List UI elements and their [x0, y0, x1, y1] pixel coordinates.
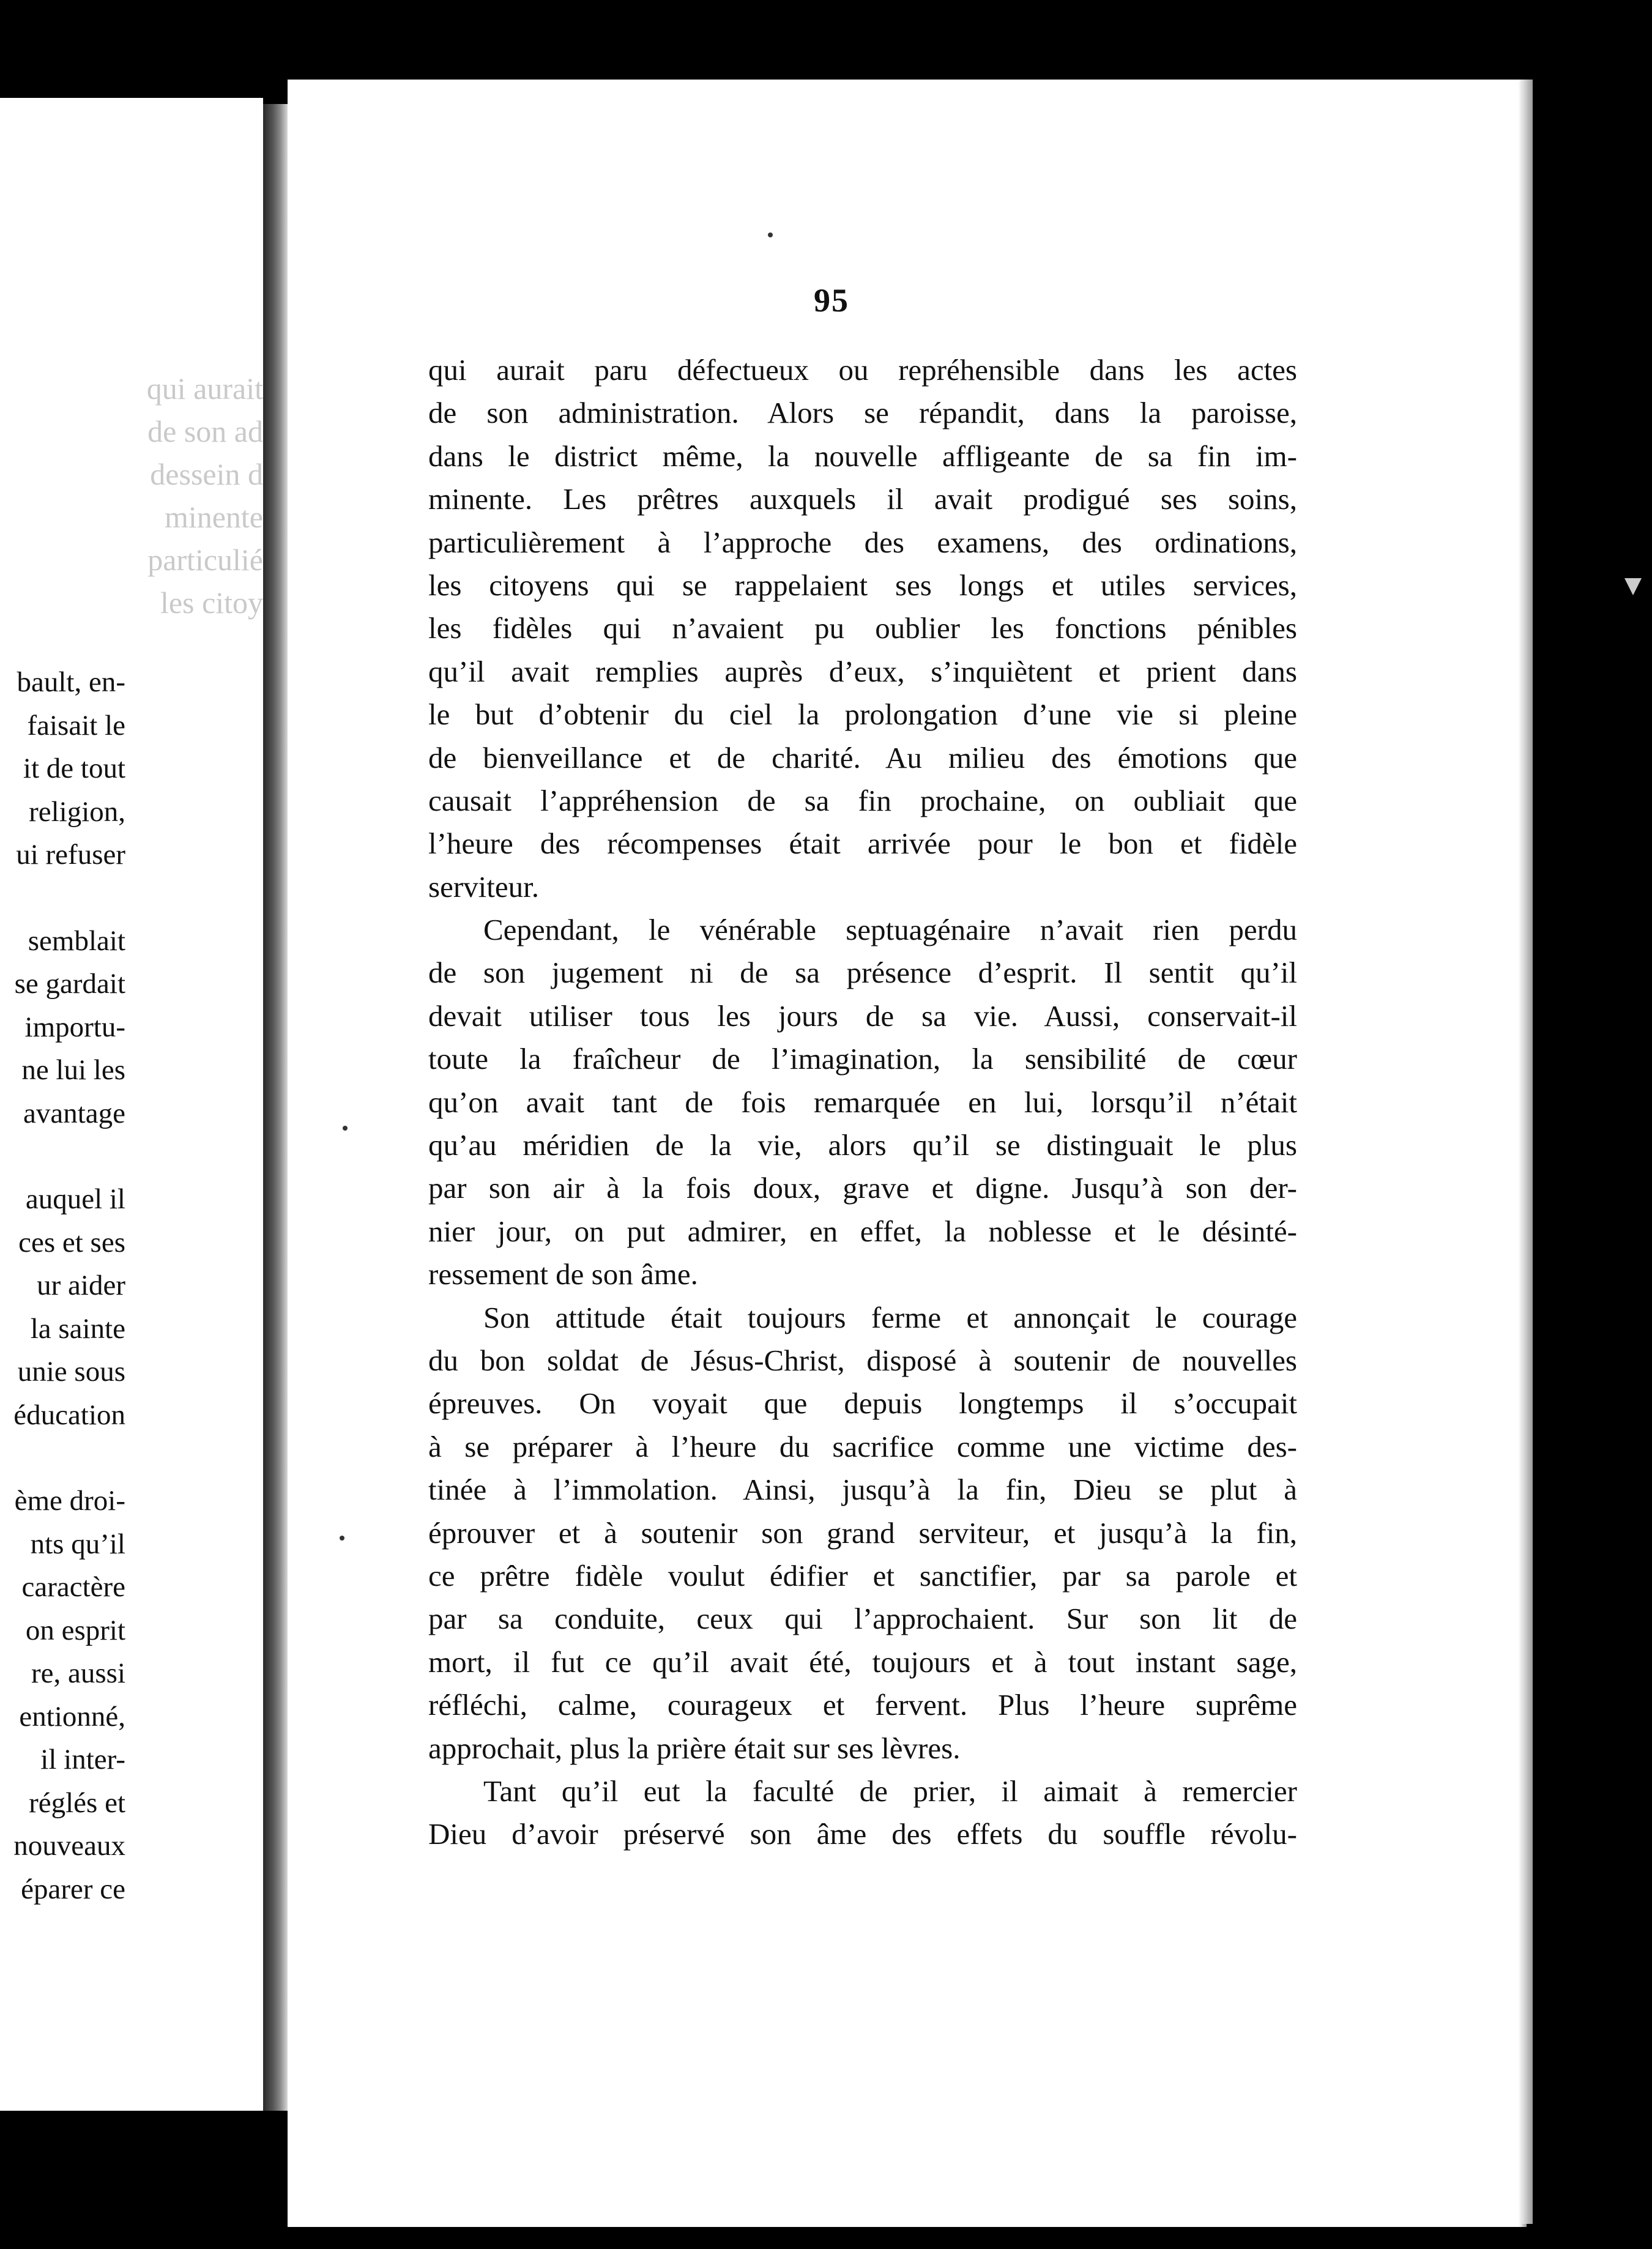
- left-page-text: [0, 661, 125, 1911]
- text-line: ce prêtre fidèle voulut édifier et sanctifier, par sa parole et: [428, 1558, 1297, 1593]
- text-line: qu’au méridien de la vie, alors qu’il se distinguait le plus: [428, 1128, 1297, 1162]
- left-text-line: ces et ses: [18, 1226, 125, 1258]
- left-text-line: it de tout: [23, 753, 125, 784]
- paragraph-gap: [0, 877, 125, 920]
- left-text-line: éparer ce: [21, 1873, 125, 1905]
- speck: [768, 232, 773, 237]
- bleed-line: dessein d: [150, 457, 263, 491]
- left-text-line: la sainte: [30, 1312, 125, 1345]
- text-line: éprouver et à soutenir son grand serviteur, et jusqu’à la fin,: [428, 1515, 1297, 1550]
- left-text-line: réglés et: [29, 1786, 125, 1819]
- text-line: épreuves. On voyait que depuis longtemps il s’occupait: [428, 1386, 1297, 1421]
- left-text-line: faisait le: [27, 709, 125, 742]
- text-line: à se préparer à l’heure du sacrifice comme une victime des-: [428, 1429, 1297, 1463]
- left-text-line: caractère: [21, 1571, 125, 1603]
- text-line: dans le district même, la nouvelle affligeante de sa fin im-: [428, 439, 1297, 473]
- text-line: de son jugement ni de sa présence d’esprit. Il sentit qu’il: [428, 956, 1297, 990]
- left-text-line: importu-: [24, 1011, 125, 1043]
- text-line: du bon soldat de Jésus-Christ, disposé à soutenir de nouvelles: [428, 1343, 1297, 1377]
- left-text-line: éducation: [13, 1399, 125, 1431]
- left-text-line: bault, en-: [17, 666, 125, 698]
- text-line: de bienveillance et de charité. Au milieu des émotions que: [428, 740, 1297, 775]
- bleed-line: de son ad: [147, 414, 263, 448]
- text-line: par son air à la fois doux, grave et digne. Jusqu’à son der-: [428, 1171, 1297, 1205]
- text-line: tinée à l’immolation. Ainsi, jusqu’à la fin, Dieu se plut à: [428, 1473, 1297, 1507]
- left-text-line: re, aussi: [31, 1657, 125, 1689]
- page-number: 95: [814, 282, 849, 319]
- paragraph-gap: [0, 1135, 125, 1178]
- text-line: réfléchi, calme, courageux et fervent. Plus l’heure suprême: [428, 1688, 1297, 1722]
- text-line: l’heure des récompenses était arrivée pour le bon et fidèle: [428, 827, 1297, 861]
- body-text: [428, 349, 1297, 1856]
- left-text-line: avantage: [23, 1097, 125, 1129]
- left-text-line: auquel il: [25, 1183, 125, 1215]
- left-text-line: nouveaux: [13, 1830, 125, 1862]
- paragraph-gap: [0, 1437, 125, 1479]
- text-line: ressement de son âme.: [428, 1257, 698, 1292]
- text-line: Son attitude était toujours ferme et annonçait le courage: [483, 1300, 1297, 1334]
- left-text-line: il inter-: [40, 1744, 125, 1775]
- left-text-line: se gardait: [14, 968, 125, 1000]
- text-line: de son administration. Alors se répandit, dans la paroisse,: [428, 396, 1297, 430]
- text-line: qu’il avait remplies auprès d’eux, s’inquiètent et prient dans: [428, 654, 1297, 688]
- left-text-line: entionné,: [19, 1700, 125, 1733]
- left-text-line: ui refuser: [16, 839, 125, 871]
- bleed-line: minente: [164, 500, 263, 534]
- page-edge: [1522, 80, 1533, 2224]
- scan-mark: [1624, 578, 1642, 595]
- left-facing-page: [0, 98, 263, 2111]
- text-line: mort, il fut ce qu’il avait été, toujours et à tout instant sage,: [428, 1645, 1297, 1679]
- text-line: serviteur.: [428, 869, 539, 904]
- left-text-line: ème droi-: [14, 1485, 125, 1517]
- left-text-line: semblait: [28, 924, 125, 957]
- text-line: particulièrement à l’approche des examens, des ordinations,: [428, 525, 1297, 559]
- text-line: causait l’appréhension de sa fin prochaine, on oubliait que: [428, 783, 1297, 817]
- speck: [340, 1536, 344, 1541]
- text-line: le but d’obtenir du ciel la prolongation d’une vie si pleine: [428, 697, 1297, 732]
- bleed-line: qui aurait: [146, 371, 263, 406]
- speck: [343, 1126, 348, 1131]
- left-text-line: on esprit: [25, 1614, 125, 1646]
- left-text-line: religion,: [29, 795, 125, 828]
- left-text-line: unie sous: [17, 1356, 125, 1388]
- text-line: qu’on avait tant de fois remarquée en lui, lorsqu’il n’était: [428, 1085, 1297, 1119]
- left-text-line: nts qu’il: [30, 1528, 125, 1560]
- text-line: nier jour, on put admirer, en effet, la noblesse et le désinté-: [428, 1214, 1297, 1248]
- text-line: les citoyens qui se rappelaient ses longs et utiles services,: [428, 568, 1297, 602]
- text-line: par sa conduite, ceux qui l’approchaient. Sur son lit de: [428, 1602, 1297, 1636]
- bleed-line: les citoy: [160, 585, 263, 620]
- text-line: Dieu d’avoir préservé son âme des effets du souffle révolu-: [428, 1817, 1297, 1851]
- left-page-bleed-through: [6, 367, 263, 624]
- text-line: approchait, plus la prière était sur ses lèvres.: [428, 1731, 961, 1765]
- text-line: minente. Les prêtres auxquels il avait prodigué ses soins,: [428, 482, 1297, 516]
- book-gutter: [263, 104, 288, 2111]
- text-line: qui aurait paru défectueux ou repréhensible dans les actes: [428, 353, 1297, 387]
- left-text-line: ne lui les: [21, 1054, 125, 1086]
- text-line: toute la fraîcheur de l’imagination, la sensibilité de cœur: [428, 1042, 1297, 1076]
- text-line: Tant qu’il eut la faculté de prier, il aimait à remercier: [483, 1774, 1297, 1808]
- text-line: Cependant, le vénérable septuagénaire n’avait rien perdu: [483, 913, 1297, 947]
- text-line: les fidèles qui n’avaient pu oublier les fonctions pénibles: [428, 611, 1297, 645]
- bleed-line: particulié: [147, 543, 263, 577]
- text-line: devait utiliser tous les jours de sa vie. Aussi, conservait-il: [428, 998, 1297, 1033]
- left-text-line: ur aider: [37, 1269, 125, 1301]
